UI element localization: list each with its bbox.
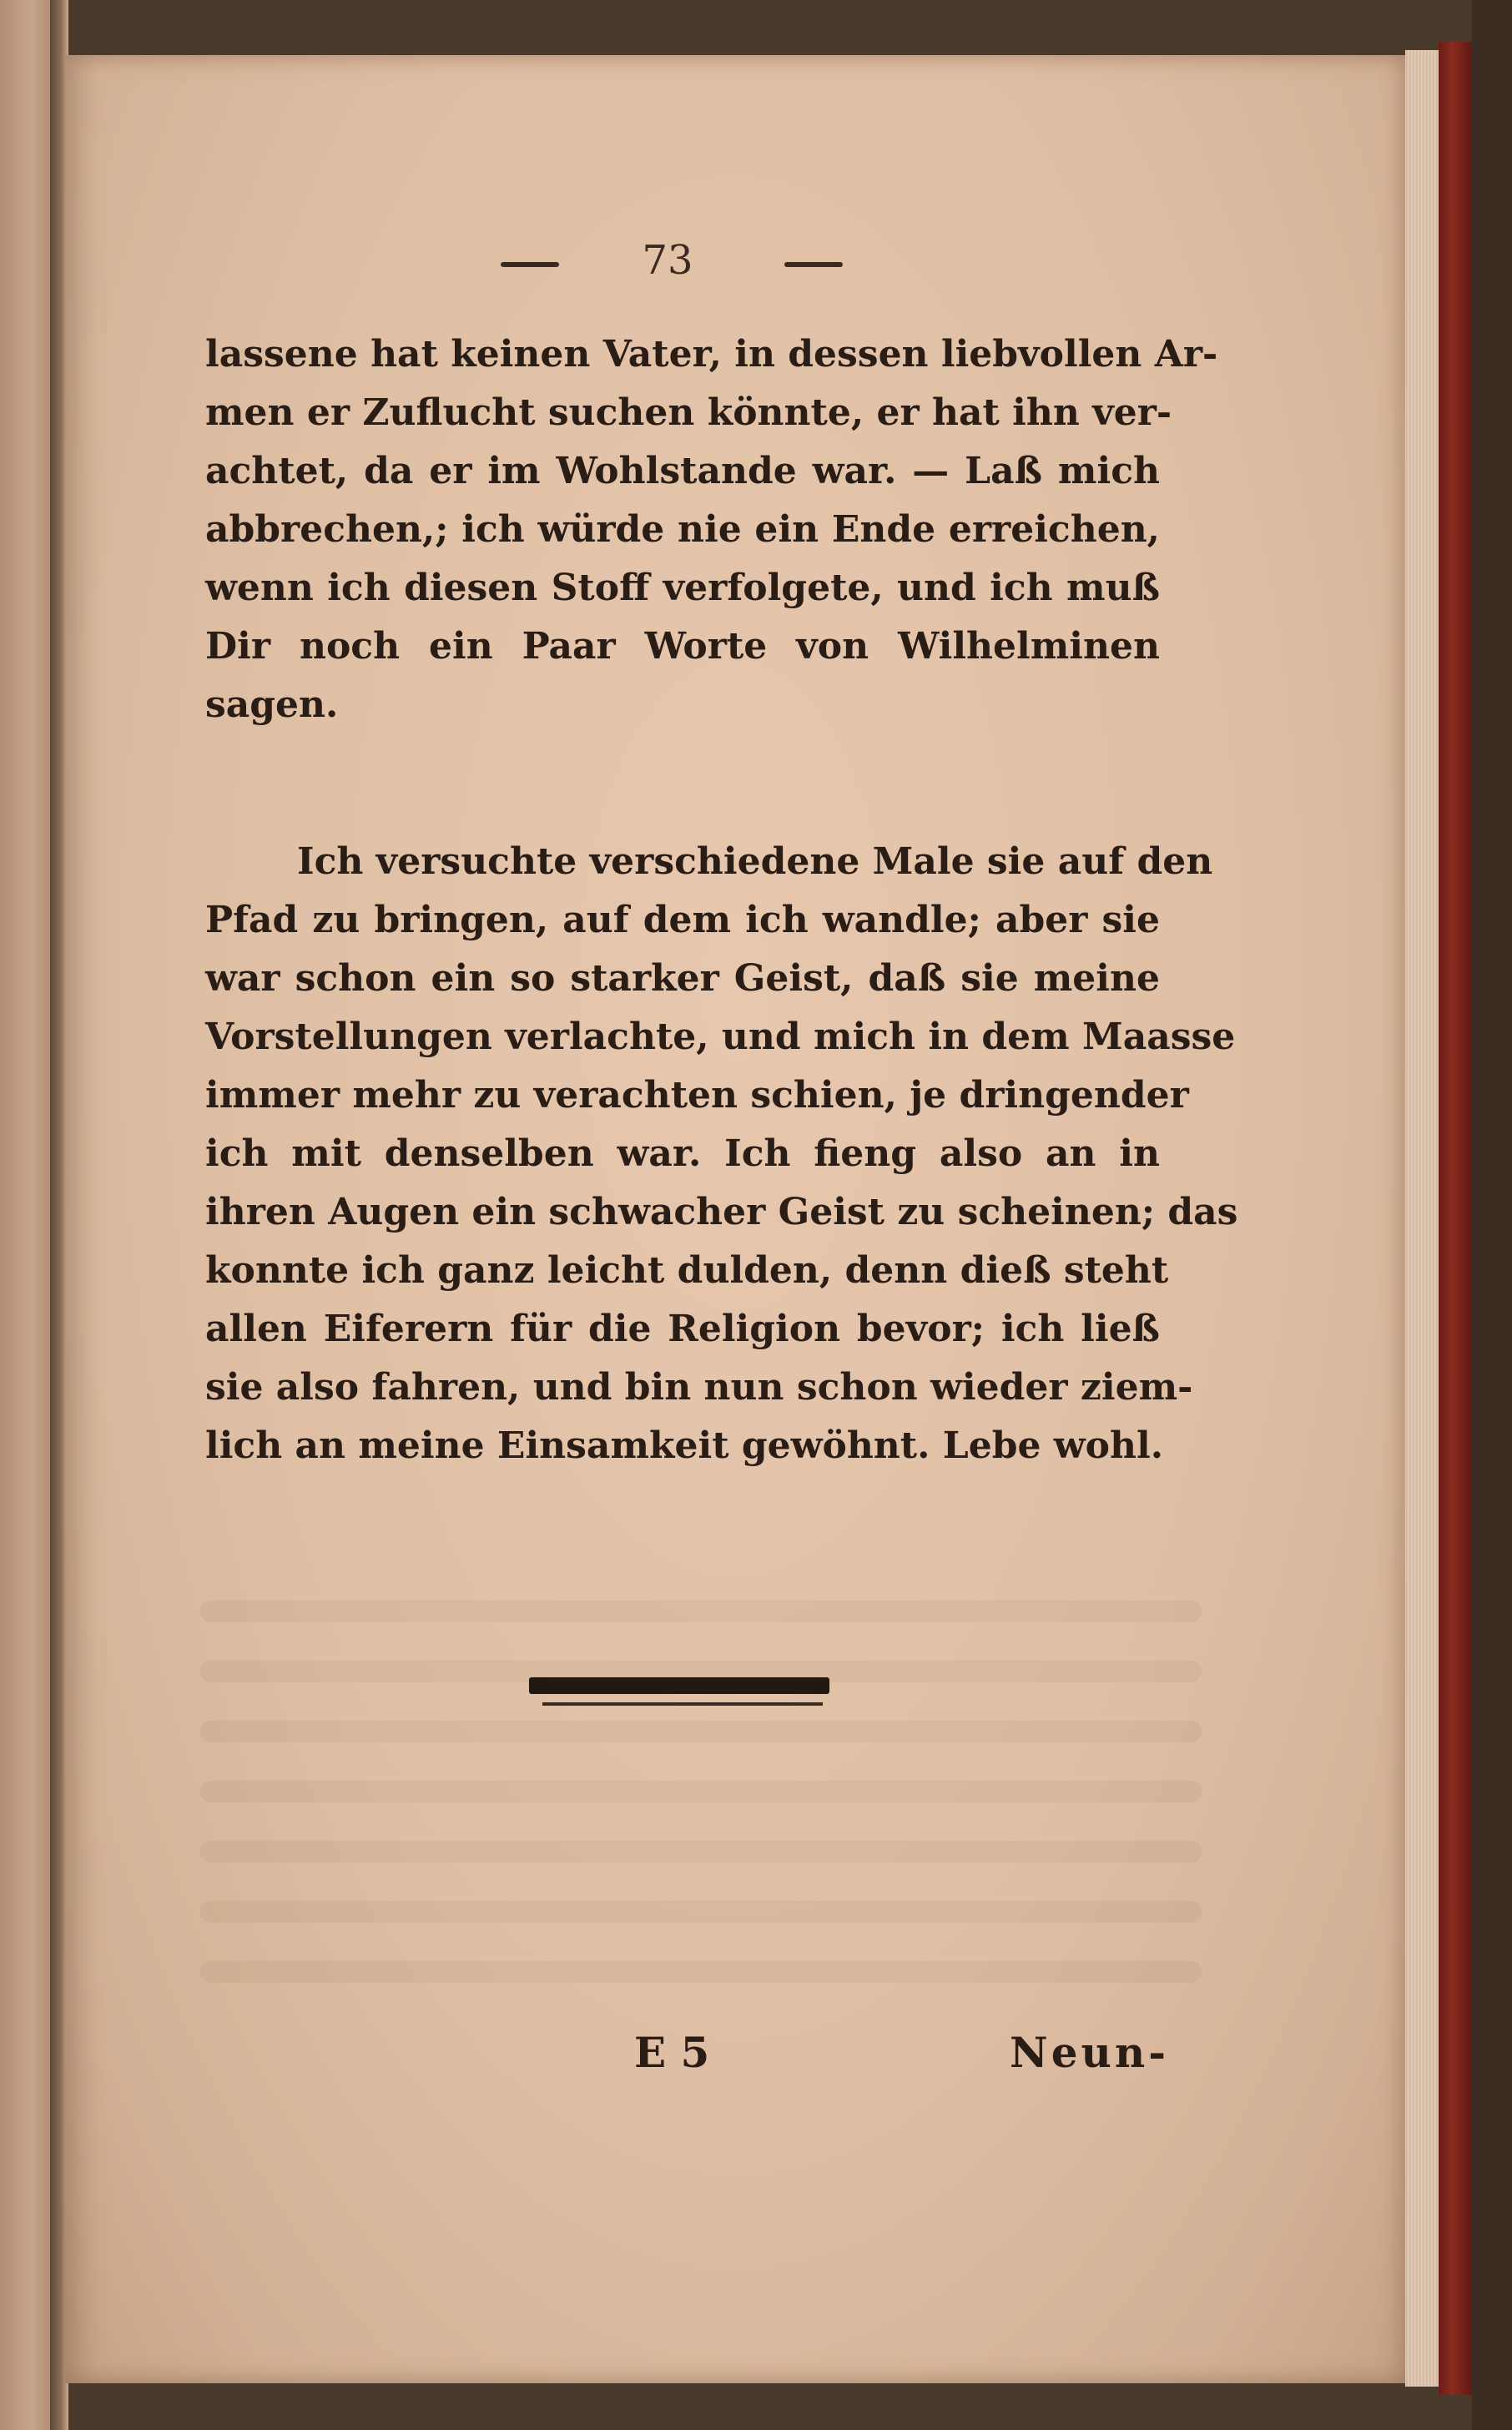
text-line: sagen. [205, 683, 339, 726]
section-rule-thin [542, 1702, 823, 1706]
show-through [200, 1781, 1202, 1802]
text-line: ihren Augen ein schwacher Geist zu scheinen; das [205, 1191, 1238, 1233]
text-line: Ich versuchte verschiedene Male sie auf den [297, 840, 1213, 883]
text-line: ich mit denselben war. Ich fieng also an in [205, 1132, 1160, 1175]
text-line: Pfad zu bringen, auf dem ich wandle; aber sie [205, 899, 1160, 941]
show-through [200, 1961, 1202, 1983]
text-line: Dir noch ein Paar Worte von Wilhelminen [205, 625, 1160, 668]
text-line: Vorstellungen verlachte, und mich in dem Maasse [205, 1016, 1236, 1058]
catchword: Neun- [1010, 2028, 1169, 2077]
signature-mark: E 5 [634, 2028, 710, 2077]
text-line: lich an meine Einsamkeit gewöhnt. Lebe wohl. [205, 1424, 1164, 1467]
background [1472, 0, 1512, 2430]
text-line: lassene hat keinen Vater, in dessen liebvollen Ar- [205, 333, 1218, 376]
show-through [200, 1841, 1202, 1863]
text-line: konnte ich ganz leicht dulden, denn dieß steht [205, 1249, 1169, 1292]
body-text [205, 325, 1238, 1475]
section-rule [529, 1677, 829, 1694]
paragraph [205, 833, 1238, 1475]
text-line: achtet, da er im Wohlstande war. — Laß mich [205, 450, 1160, 492]
text-line: sie also fahren, und bin nun schon wieder ziem- [205, 1366, 1193, 1409]
page-stack-edge [1405, 50, 1439, 2387]
text-line: wenn ich diesen Stoff verfolgete, und ich muß [205, 567, 1160, 609]
show-through [200, 1901, 1202, 1923]
header-dash-right [784, 262, 843, 267]
text-line: men er Zuflucht suchen könnte, er hat ihn ver- [205, 391, 1172, 434]
header-dash-left [501, 262, 559, 267]
text-line: allen Eiferern für die Religion bevor; ich ließ [205, 1308, 1160, 1350]
show-through [200, 1721, 1202, 1742]
paragraph [205, 325, 1218, 734]
text-line: abbrechen,; ich würde nie ein Ende erreichen, [205, 508, 1160, 551]
text-line: war schon ein so starker Geist, daß sie meine [205, 957, 1160, 1000]
page-number: 73 [642, 237, 693, 284]
text-line: immer mehr zu verachten schien, je dringender [205, 1074, 1189, 1117]
book-cover-edge [1439, 42, 1472, 2395]
show-through [200, 1601, 1202, 1622]
